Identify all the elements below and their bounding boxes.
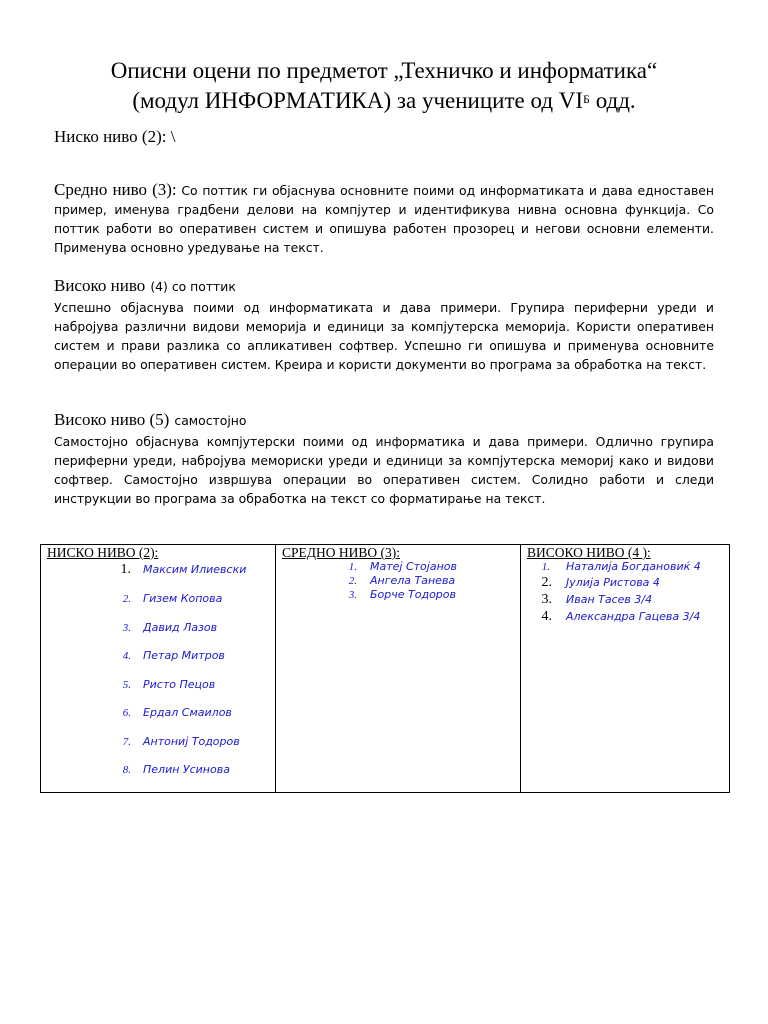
high4-level-section <box>54 275 714 374</box>
list-item: 6. Ердал Смаилов <box>122 706 232 719</box>
students-table <box>40 544 730 793</box>
list-item: 1. Наталија Богдановиќ 4 <box>541 560 701 573</box>
high4-level-heading-suffix: (4) со поттик <box>150 279 236 294</box>
medium-level-text: Со поттик ги објаснува основните поими од информатиката и дава едноставен пример, именува градбени делови на компјутер и идентификува нивна основна функција. Со поттик работи во оперативен систем и опишува работен прозорец и негови основни елементи. Применува основно уредување на текст. <box>54 183 714 255</box>
title-line-1: Описни оцени по предметот „Техничко и информатика“ <box>110 58 658 83</box>
medium-level-heading: Средно ниво (3): <box>54 180 177 199</box>
list-item: 5. Ристо Пецов <box>122 677 216 691</box>
list-item: 2. Гизем Копова <box>122 592 223 605</box>
high-level-column-header: ВИСОКО НИВО (4 ): <box>527 545 651 560</box>
students-table-row <box>41 545 730 793</box>
title-line-2-suffix: одд. <box>589 88 636 113</box>
high-level-student-list <box>527 560 723 626</box>
medium-level-student-list <box>282 560 514 602</box>
high4-level-text: Успешно објаснува поими од информатиката и дава примери. Групира периферни уреди и набројува различни видови меморија и единици за компјутерска меморија. Користи оперативен систем и прави разлика со апликативен софтвер. Успешно ги опишува и применува основните операции во оперативен систем. Креира и користи документи во програма за обработка на текст. <box>54 300 714 372</box>
list-item: 1. Матеј Стојанов <box>348 560 457 573</box>
title-line-2 <box>40 86 728 116</box>
medium-level-section <box>54 180 714 257</box>
low-level-student-list <box>47 562 269 785</box>
list-item: 8. Пелин Усинова <box>122 763 230 776</box>
list-item: 3. Иван Тасев 3/4 <box>541 592 653 607</box>
list-item: 1. Максим Илиевски <box>120 562 247 577</box>
high5-level-heading: Високо ниво (5) <box>54 410 170 429</box>
list-item: 4. Александра Гацева 3/4 <box>541 609 701 624</box>
list-item: 4. Петар Митров <box>122 649 225 662</box>
list-item: 3. Борче Тодоров <box>348 588 457 601</box>
document-title <box>40 56 728 116</box>
title-line-2-prefix: (модул ИНФОРМАТИКА) за учениците од VI <box>132 88 584 113</box>
low-level-column <box>41 545 276 793</box>
medium-level-column <box>276 545 521 793</box>
high5-level-section <box>54 409 714 508</box>
list-item: 3. Давид Лазов <box>122 620 218 634</box>
high5-level-heading-suffix: самостојно <box>174 413 247 428</box>
list-item: 2. Јулија Ристова 4 <box>541 575 660 590</box>
low-level-heading: Ниско ниво (2): \ <box>54 127 176 146</box>
medium-level-column-header: СРЕДНО НИВО (3): <box>282 545 400 560</box>
low-level-column-header: НИСКО НИВО (2): <box>47 545 159 560</box>
list-item: 2. Ангела Танева <box>348 574 456 587</box>
high5-level-text: Самостојно објаснува компјутерски поими од информатика и дава примери. Одлично групира периферни уреди, набројува мемориски уреди и единици за компјутерска мемориј како и видови софтвер. Самостојно извршува операции во оперативен систем. Солидно работи и следи инструкции во програма за обработка на текст со форматирање на текст. <box>54 434 714 506</box>
class-letter: Б <box>583 92 590 106</box>
low-level-section <box>54 127 714 147</box>
high-level-column <box>521 545 730 793</box>
high4-level-heading: Високо ниво <box>54 276 146 295</box>
list-item: 7. Антониј Тодоров <box>122 734 240 748</box>
